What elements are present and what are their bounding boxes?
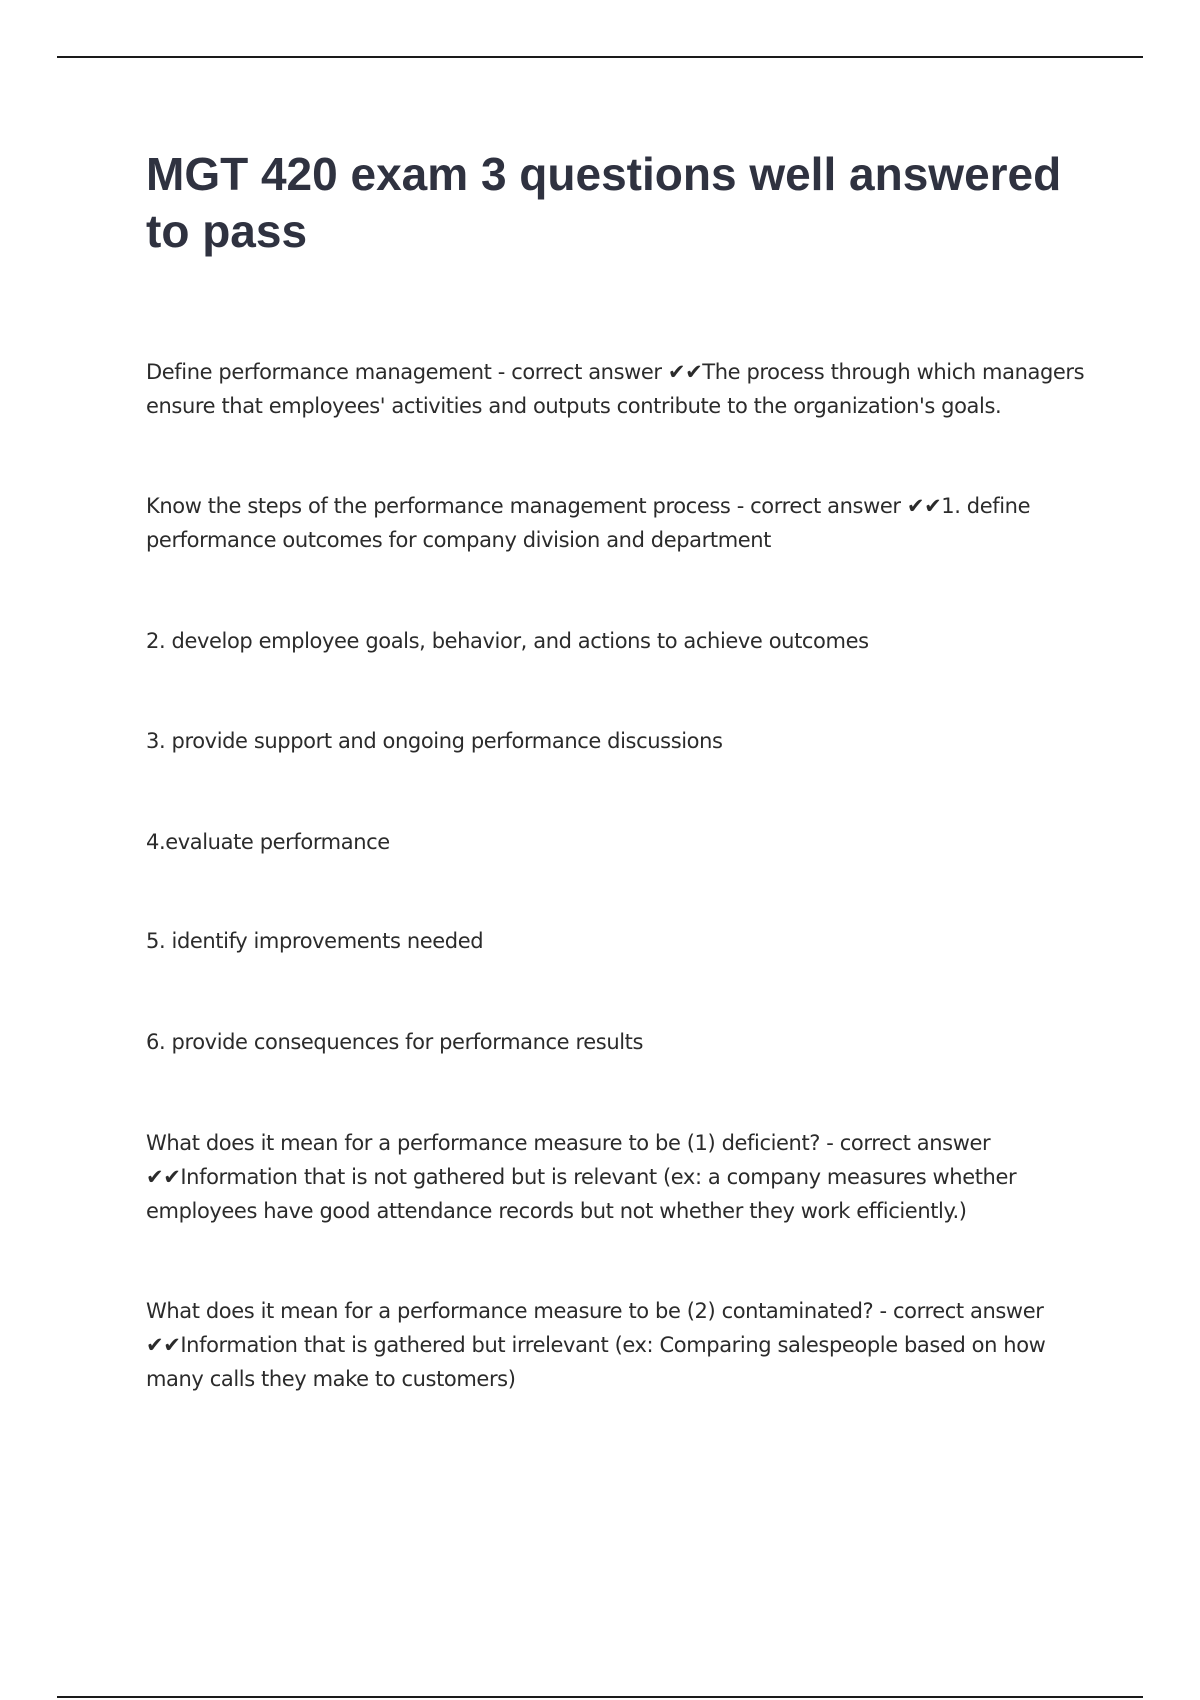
document-title: MGT 420 exam 3 questions well answered to pass <box>146 148 1062 257</box>
step-4: 4.evaluate performance <box>146 830 390 854</box>
bottom-divider <box>57 1696 1143 1698</box>
step-2: 2. develop employee goals, behavior, and actions to achieve outcomes <box>146 629 869 653</box>
step-6: 6. provide consequences for performance results <box>146 1030 644 1054</box>
top-divider <box>57 56 1143 58</box>
question-performance-management: Define performance management - correct answer ✔✔The process through which managers ensure that employees' activities and outputs contribute to the organization's goals. <box>146 360 1085 418</box>
step-5: 5. identify improvements needed <box>146 929 484 953</box>
question-contaminated: What does it mean for a performance measure to be (2) contaminated? - correct answer ✔✔Information that is gathered but irrelevant (ex: Comparing salespeople based on how many calls they make to customers) <box>146 1299 1046 1391</box>
question-steps-process: Know the steps of the performance management process - correct answer ✔✔1. define performance outcomes for company division and department <box>146 494 1031 552</box>
question-deficient: What does it mean for a performance measure to be (1) deficient? - correct answer ✔✔Information that is not gathered but is relevant (ex: a company measures whether employees have good attendance records but not whether they work efficiently.) <box>146 1131 1017 1223</box>
step-3: 3. provide support and ongoing performance discussions <box>146 729 723 753</box>
